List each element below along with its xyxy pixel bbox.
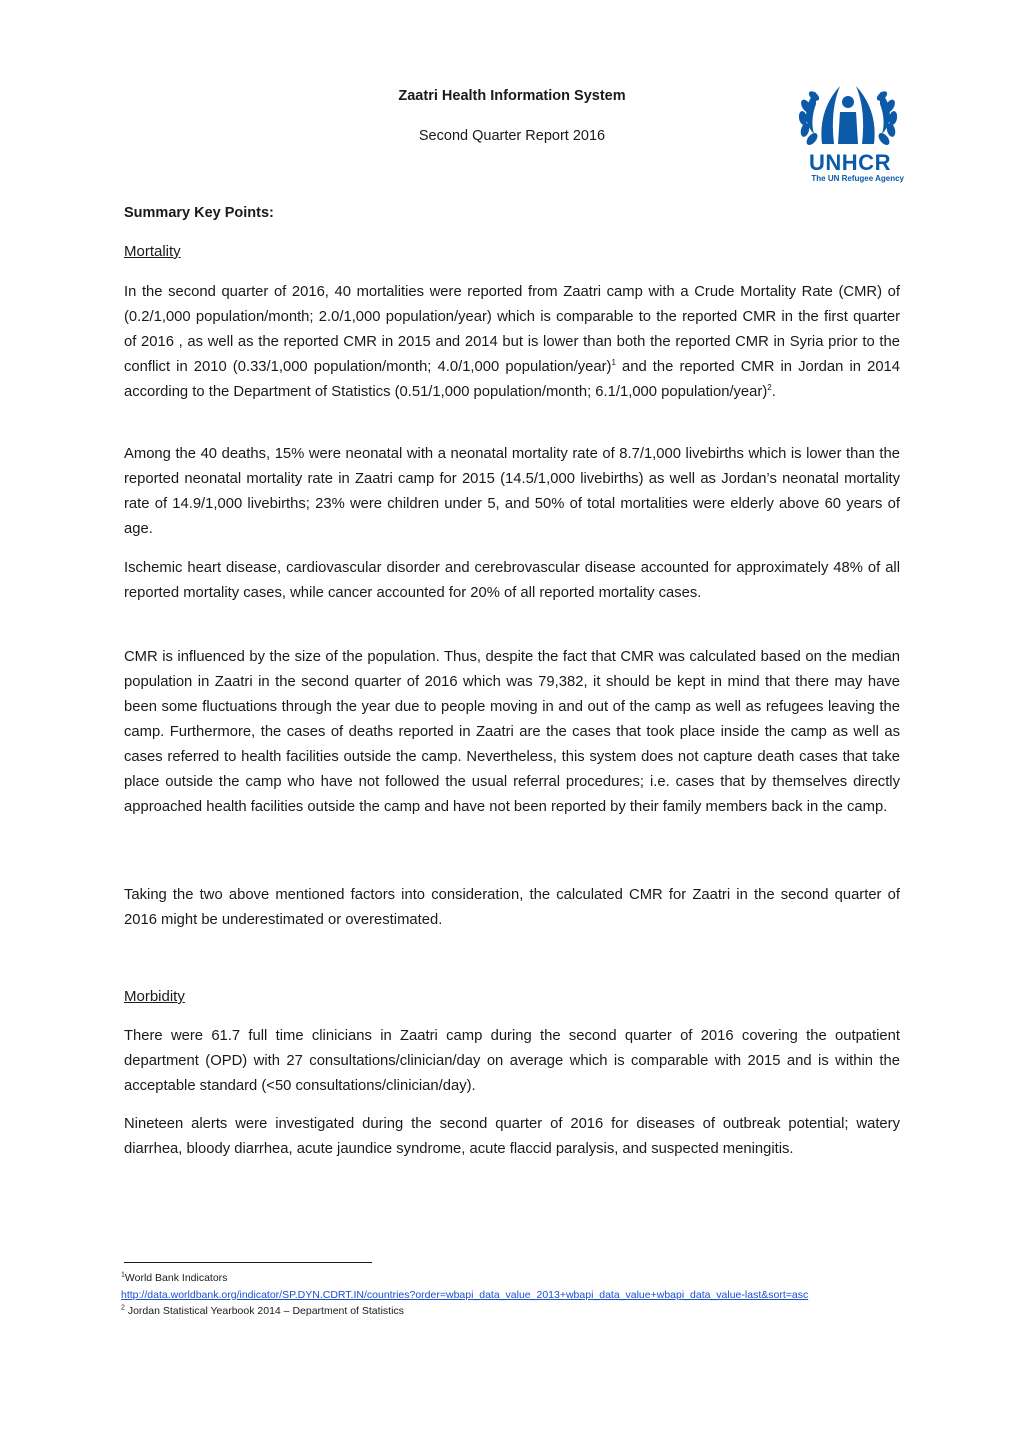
morbidity-heading: Morbidity [124, 988, 185, 1005]
mortality-paragraph-4: CMR is influenced by the size of the population. Thus, despite the fact that CMR was calculated based on the median population in Zaatri in the second quarter of 2016 which was 79,382, it should be kept in mind that there may have been some fluctuations through the year due to people moving in and out of the camp as well as refugees leaving the camp. Furthermore, the cases of deaths reported in Zaatri are the cases that took place inside the camp as well as cases referred to health facilities outside the camp. Nevertheless, this system does not capture death cases that take place outside the camp who have not followed the usual referral procedures; i.e. cases that by themselves directly approached health facilities outside the camp and have not been reported by their family members back in the camp. [124, 649, 900, 815]
unhcr-logo-text: UNHCR [809, 150, 891, 175]
summary-heading: Summary Key Points: [124, 205, 274, 221]
footnote-ref-2: 2 [767, 383, 772, 393]
mortality-paragraph-3: Ischemic heart disease, cardiovascular disorder and cerebrovascular disease accounted for approximately 48% of all reported mortality cases, while cancer accounted for 20% of all reported mortality cases. [124, 560, 900, 601]
footnotes [121, 1270, 891, 1320]
footnote-separator [124, 1262, 372, 1263]
footnote-1-mark: 1 [121, 1271, 125, 1279]
mortality-heading: Mortality [124, 243, 181, 260]
mortality-paragraph-1 [124, 280, 900, 405]
mortality-p1-text-b: and the reported CMR in Jordan in 2014 according to the Department of Statistics (0.51/1,000 population/month; 6.1/1,000 population/year) [124, 359, 901, 400]
unhcr-logo-tagline: The UN Refugee Agency [811, 174, 904, 183]
mortality-p1-text-a: In the second quarter of 2016, 40 mortalities were reported from Zaatri camp with a Crude Mortality Rate (CMR) of (0.2/1,000 population/month; 2.0/1,000 population/year) which is comparable to the reported CMR in the first quarter of 2016 , as well as the reported CMR in 2015 and 2014 but is lower than both the reported CMR in Syria prior to the conflict in 2010 (0.33/1,000 population/month; 4.0/1,000 population/year) [124, 284, 900, 375]
footnote-1 [121, 1270, 891, 1287]
footnote-1-link-line [121, 1287, 891, 1304]
footnote-2-text: Jordan Statistical Yearbook 2014 – Department of Statistics [124, 1305, 404, 1317]
morbidity-paragraph-2: Nineteen alerts were investigated during the second quarter of 2016 for diseases of outbreak potential; watery diarrhea, bloody diarrhea, acute jaundice syndrome, acute flaccid paralysis, and suspected meningitis. [124, 1116, 900, 1157]
footnote-ref-1: 1 [611, 358, 616, 368]
footnote-1-text: World Bank Indicators [124, 1272, 228, 1284]
footnote-2-mark: 2 [121, 1304, 125, 1312]
mortality-p1-text-c: . [771, 384, 776, 400]
report-subtitle: Second Quarter Report 2016 [418, 128, 606, 144]
mortality-paragraph-5: Taking the two above mentioned factors into consideration, the calculated CMR for Zaatri in the second quarter of 2016 might be underestimated or overestimated. [124, 887, 900, 928]
footnote-2 [121, 1303, 891, 1320]
footnote-1-link[interactable]: http://data.worldbank.org/indicator/SP.DYN.CDRT.IN/countries?order=wbapi_data_value_2013+wbapi_data_value+wbapi_data_value-last&sort=asc [121, 1288, 809, 1301]
mortality-paragraph-2: Among the 40 deaths, 15% were neonatal with a neonatal mortality rate of 8.7/1,000 livebirths which is lower than the reported neonatal mortality rate in Zaatri camp for 2015 (14.5/1,000 livebirths) as well as Jordan’s neonatal mortality rate of 14.9/1,000 livebirths; 23% were children under 5, and 50% of total mortalities were elderly above 60 years of age. [124, 446, 900, 537]
report-title: Zaatri Health Information System [398, 88, 626, 104]
morbidity-paragraph-1: There were 61.7 full time clinicians in Zaatri camp during the second quarter of 2016 covering the outpatient department (OPD) with 27 consultations/clinician/day on average which is comparable with 2015 and is within the acceptable standard (<50 consultations/clinician/day). [124, 1028, 900, 1094]
